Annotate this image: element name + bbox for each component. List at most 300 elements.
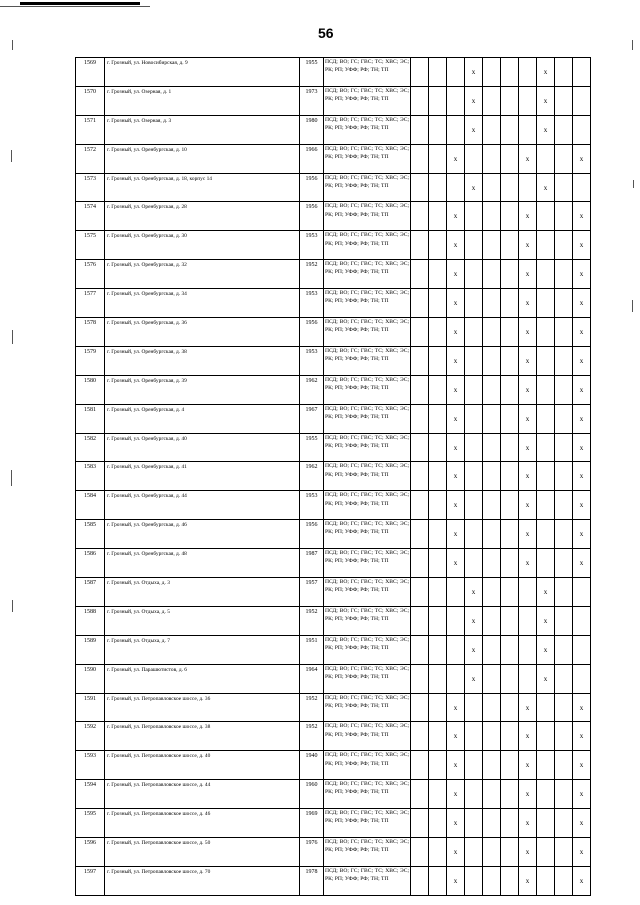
mark-cell <box>429 722 447 751</box>
mark-cell <box>447 578 465 607</box>
row-address: г. Грозный, ул. Отдыха, д. 5 <box>105 606 300 635</box>
mark-cell <box>411 722 429 751</box>
mark-x: x <box>447 722 465 751</box>
row-number: 1570 <box>76 86 105 115</box>
mark-cell <box>429 144 447 173</box>
table-row <box>76 780 591 809</box>
scan-margin-mark <box>12 40 13 50</box>
mark-x: x <box>573 260 591 289</box>
mark-cell <box>429 115 447 144</box>
mark-x: x <box>519 404 537 433</box>
mark-cell <box>555 433 573 462</box>
row-address: г. Грозный, ул. Петропавловское шоссе, д. 40 <box>105 751 300 780</box>
mark-cell <box>411 144 429 173</box>
mark-cell <box>483 289 501 318</box>
row-codes: ПСД; ВО; ГС; ГВС; ТС; ХВС; ЭС; РК; РП; УФФ; РФ; ТН; ТП <box>324 115 411 144</box>
row-address: г. Грозный, ул. Оренбургская, д. 34 <box>105 289 300 318</box>
row-number: 1572 <box>76 144 105 173</box>
mark-cell <box>501 144 519 173</box>
mark-x: x <box>519 144 537 173</box>
mark-x: x <box>573 520 591 549</box>
mark-cell <box>555 606 573 635</box>
row-year: 1987 <box>300 549 324 578</box>
mark-cell <box>429 520 447 549</box>
mark-cell <box>483 86 501 115</box>
scan-margin-mark <box>11 470 12 486</box>
row-codes: ПСД; ВО; ГС; ГВС; ТС; ХВС; ЭС; РК; РП; УФФ; РФ; ТН; ТП <box>324 809 411 838</box>
mark-cell <box>429 866 447 895</box>
row-year: 1953 <box>300 231 324 260</box>
table-row <box>76 606 591 635</box>
mark-cell <box>411 346 429 375</box>
mark-cell <box>483 260 501 289</box>
mark-cell <box>429 375 447 404</box>
mark-cell <box>411 635 429 664</box>
mark-x: x <box>573 346 591 375</box>
mark-x: x <box>537 578 555 607</box>
mark-cell <box>483 751 501 780</box>
mark-cell <box>411 375 429 404</box>
table-row <box>76 346 591 375</box>
row-codes: ПСД; ВО; ГС; ГВС; ТС; ХВС; ЭС; РК; РП; УФФ; РФ; ТН; ТП <box>324 433 411 462</box>
mark-x: x <box>447 751 465 780</box>
mark-cell <box>555 462 573 491</box>
mark-cell <box>429 578 447 607</box>
mark-cell <box>501 520 519 549</box>
mark-cell <box>411 115 429 144</box>
mark-cell <box>555 780 573 809</box>
mark-cell <box>537 780 555 809</box>
row-year: 1957 <box>300 578 324 607</box>
mark-cell <box>537 838 555 867</box>
row-number: 1574 <box>76 202 105 231</box>
mark-cell <box>537 751 555 780</box>
row-year: 1962 <box>300 462 324 491</box>
mark-cell <box>429 58 447 87</box>
mark-cell <box>465 491 483 520</box>
mark-cell <box>483 635 501 664</box>
mark-cell <box>429 549 447 578</box>
mark-cell <box>411 606 429 635</box>
row-year: 1980 <box>300 115 324 144</box>
row-codes: ПСД; ВО; ГС; ГВС; ТС; ХВС; ЭС; РК; РП; УФФ; РФ; ТН; ТП <box>324 751 411 780</box>
scan-margin-mark <box>12 600 13 612</box>
table-row <box>76 693 591 722</box>
mark-cell <box>411 260 429 289</box>
mark-cell <box>465 404 483 433</box>
row-year: 1953 <box>300 491 324 520</box>
mark-cell <box>465 202 483 231</box>
mark-x: x <box>447 289 465 318</box>
row-number: 1585 <box>76 520 105 549</box>
row-codes: ПСД; ВО; ГС; ГВС; ТС; ХВС; ЭС; РК; РП; УФФ; РФ; ТН; ТП <box>324 346 411 375</box>
row-codes: ПСД; ВО; ГС; ГВС; ТС; ХВС; ЭС; РК; РП; УФФ; РФ; ТН; ТП <box>324 231 411 260</box>
mark-cell <box>555 144 573 173</box>
mark-cell <box>555 520 573 549</box>
mark-cell <box>519 664 537 693</box>
mark-cell <box>501 549 519 578</box>
mark-cell <box>411 173 429 202</box>
mark-cell <box>429 780 447 809</box>
mark-x: x <box>447 780 465 809</box>
row-codes: ПСД; ВО; ГС; ГВС; ТС; ХВС; ЭС; РК; РП; УФФ; РФ; ТН; ТП <box>324 404 411 433</box>
mark-x: x <box>537 173 555 202</box>
mark-cell <box>555 549 573 578</box>
row-address: г. Грозный, ул. Оренбургская, д. 44 <box>105 491 300 520</box>
mark-cell <box>429 751 447 780</box>
mark-x: x <box>519 780 537 809</box>
row-number: 1589 <box>76 635 105 664</box>
row-number: 1587 <box>76 578 105 607</box>
row-number: 1578 <box>76 318 105 347</box>
housing-table <box>75 57 591 896</box>
mark-x: x <box>537 58 555 87</box>
mark-x: x <box>519 520 537 549</box>
row-year: 1962 <box>300 375 324 404</box>
row-year: 1955 <box>300 58 324 87</box>
mark-x: x <box>573 780 591 809</box>
row-year: 1953 <box>300 346 324 375</box>
row-year: 1952 <box>300 260 324 289</box>
mark-cell <box>501 780 519 809</box>
mark-cell <box>429 202 447 231</box>
row-address: г. Грозный, ул. Петропавловское шоссе, д. 46 <box>105 809 300 838</box>
mark-cell <box>411 693 429 722</box>
row-number: 1586 <box>76 549 105 578</box>
mark-x: x <box>573 289 591 318</box>
mark-x: x <box>573 491 591 520</box>
mark-cell <box>555 86 573 115</box>
mark-cell <box>501 86 519 115</box>
mark-cell <box>501 58 519 87</box>
mark-cell <box>519 635 537 664</box>
table-row <box>76 664 591 693</box>
row-year: 1952 <box>300 722 324 751</box>
mark-cell <box>483 809 501 838</box>
mark-cell <box>483 346 501 375</box>
mark-cell <box>555 751 573 780</box>
row-year: 1952 <box>300 693 324 722</box>
mark-x: x <box>447 202 465 231</box>
mark-cell <box>411 780 429 809</box>
mark-x: x <box>537 86 555 115</box>
mark-x: x <box>573 751 591 780</box>
mark-cell <box>537 346 555 375</box>
mark-cell <box>501 318 519 347</box>
mark-cell <box>465 549 483 578</box>
mark-cell <box>465 375 483 404</box>
row-address: г. Грозный, ул. Новосибирская, д. 9 <box>105 58 300 87</box>
row-codes: ПСД; ВО; ГС; ГВС; ТС; ХВС; ЭС; РК; РП; УФФ; РФ; ТН; ТП <box>324 144 411 173</box>
mark-cell <box>483 780 501 809</box>
mark-x: x <box>447 346 465 375</box>
row-codes: ПСД; ВО; ГС; ГВС; ТС; ХВС; ЭС; РК; РП; УФФ; РФ; ТН; ТП <box>324 780 411 809</box>
row-number: 1590 <box>76 664 105 693</box>
mark-x: x <box>447 693 465 722</box>
mark-x: x <box>573 433 591 462</box>
row-year: 1952 <box>300 606 324 635</box>
row-codes: ПСД; ВО; ГС; ГВС; ТС; ХВС; ЭС; РК; РП; УФФ; РФ; ТН; ТП <box>324 635 411 664</box>
table-row <box>76 838 591 867</box>
mark-x: x <box>447 462 465 491</box>
mark-cell <box>519 115 537 144</box>
mark-cell <box>555 346 573 375</box>
mark-cell <box>483 664 501 693</box>
row-number: 1569 <box>76 58 105 87</box>
table-row <box>76 318 591 347</box>
mark-cell <box>501 433 519 462</box>
mark-cell <box>429 318 447 347</box>
mark-cell <box>501 838 519 867</box>
mark-cell <box>465 462 483 491</box>
mark-cell <box>465 693 483 722</box>
mark-cell <box>465 722 483 751</box>
row-year: 1953 <box>300 289 324 318</box>
mark-cell <box>519 86 537 115</box>
mark-cell <box>501 606 519 635</box>
row-codes: ПСД; ВО; ГС; ГВС; ТС; ХВС; ЭС; РК; РП; УФФ; РФ; ТН; ТП <box>324 866 411 895</box>
mark-cell <box>537 549 555 578</box>
mark-cell <box>483 866 501 895</box>
mark-x: x <box>465 635 483 664</box>
mark-cell <box>411 462 429 491</box>
row-number: 1577 <box>76 289 105 318</box>
table-row <box>76 722 591 751</box>
mark-cell <box>429 838 447 867</box>
mark-cell <box>411 520 429 549</box>
mark-cell <box>555 115 573 144</box>
mark-cell <box>537 520 555 549</box>
mark-cell <box>411 664 429 693</box>
mark-cell <box>555 260 573 289</box>
row-year: 1940 <box>300 751 324 780</box>
scan-margin-mark <box>12 330 13 344</box>
mark-cell <box>447 58 465 87</box>
mark-x: x <box>519 491 537 520</box>
row-year: 1969 <box>300 809 324 838</box>
table-row <box>76 866 591 895</box>
row-number: 1594 <box>76 780 105 809</box>
row-year: 1973 <box>300 86 324 115</box>
row-codes: ПСД; ВО; ГС; ГВС; ТС; ХВС; ЭС; РК; РП; УФФ; РФ; ТН; ТП <box>324 375 411 404</box>
mark-x: x <box>573 375 591 404</box>
mark-cell <box>555 58 573 87</box>
mark-cell <box>555 866 573 895</box>
mark-cell <box>555 491 573 520</box>
mark-cell <box>411 86 429 115</box>
mark-cell <box>555 693 573 722</box>
mark-x: x <box>519 231 537 260</box>
mark-cell <box>465 751 483 780</box>
table-row <box>76 635 591 664</box>
mark-x: x <box>573 231 591 260</box>
mark-cell <box>465 780 483 809</box>
row-codes: ПСД; ВО; ГС; ГВС; ТС; ХВС; ЭС; РК; РП; УФФ; РФ; ТН; ТП <box>324 838 411 867</box>
mark-cell <box>483 144 501 173</box>
row-number: 1571 <box>76 115 105 144</box>
mark-cell <box>483 433 501 462</box>
mark-cell <box>501 809 519 838</box>
row-codes: ПСД; ВО; ГС; ГВС; ТС; ХВС; ЭС; РК; РП; УФФ; РФ; ТН; ТП <box>324 520 411 549</box>
mark-cell <box>501 260 519 289</box>
mark-cell <box>537 722 555 751</box>
mark-cell <box>429 231 447 260</box>
mark-cell <box>465 318 483 347</box>
mark-cell <box>555 664 573 693</box>
mark-cell <box>555 635 573 664</box>
mark-cell <box>573 578 591 607</box>
mark-cell <box>555 375 573 404</box>
mark-cell <box>501 722 519 751</box>
mark-cell <box>555 318 573 347</box>
mark-x: x <box>519 866 537 895</box>
table-row <box>76 751 591 780</box>
mark-x: x <box>519 838 537 867</box>
mark-cell <box>501 173 519 202</box>
mark-x: x <box>519 433 537 462</box>
mark-x: x <box>519 693 537 722</box>
mark-cell <box>429 173 447 202</box>
page-number: 56 <box>318 25 334 41</box>
mark-cell <box>465 289 483 318</box>
table-row <box>76 520 591 549</box>
row-number: 1573 <box>76 173 105 202</box>
row-codes: ПСД; ВО; ГС; ГВС; ТС; ХВС; ЭС; РК; РП; УФФ; РФ; ТН; ТП <box>324 578 411 607</box>
row-address: г. Грозный, ул. Отдыха, д. 7 <box>105 635 300 664</box>
row-codes: ПСД; ВО; ГС; ГВС; ТС; ХВС; ЭС; РК; РП; УФФ; РФ; ТН; ТП <box>324 318 411 347</box>
mark-cell <box>573 664 591 693</box>
mark-cell <box>537 260 555 289</box>
mark-cell <box>429 606 447 635</box>
mark-cell <box>429 404 447 433</box>
mark-x: x <box>465 86 483 115</box>
mark-cell <box>555 289 573 318</box>
row-number: 1579 <box>76 346 105 375</box>
mark-cell <box>411 866 429 895</box>
mark-cell <box>483 404 501 433</box>
mark-cell <box>465 231 483 260</box>
mark-cell <box>429 809 447 838</box>
mark-x: x <box>573 838 591 867</box>
mark-cell <box>555 173 573 202</box>
mark-x: x <box>573 202 591 231</box>
mark-cell <box>501 462 519 491</box>
row-address: г. Грозный, ул. Петропавловское шоссе, д. 36 <box>105 693 300 722</box>
mark-cell <box>411 202 429 231</box>
mark-cell <box>447 664 465 693</box>
mark-cell <box>537 404 555 433</box>
row-codes: ПСД; ВО; ГС; ГВС; ТС; ХВС; ЭС; РК; РП; УФФ; РФ; ТН; ТП <box>324 289 411 318</box>
mark-x: x <box>447 491 465 520</box>
row-address: г. Грозный, ул. Оренбургская, д. 48 <box>105 549 300 578</box>
mark-x: x <box>465 115 483 144</box>
row-address: г. Грозный, ул. Оренбургская, д. 39 <box>105 375 300 404</box>
scan-margin-mark <box>11 150 12 162</box>
table-body <box>76 58 591 896</box>
row-address: г. Грозный, ул. Оренбургская, д. 46 <box>105 520 300 549</box>
row-codes: ПСД; ВО; ГС; ГВС; ТС; ХВС; ЭС; РК; РП; УФФ; РФ; ТН; ТП <box>324 462 411 491</box>
mark-cell <box>555 404 573 433</box>
mark-x: x <box>465 578 483 607</box>
row-codes: ПСД; ВО; ГС; ГВС; ТС; ХВС; ЭС; РК; РП; УФФ; РФ; ТН; ТП <box>324 491 411 520</box>
row-address: г. Грозный, ул. Петропавловское шоссе, д. 44 <box>105 780 300 809</box>
row-number: 1584 <box>76 491 105 520</box>
row-number: 1582 <box>76 433 105 462</box>
row-number: 1576 <box>76 260 105 289</box>
mark-cell <box>537 866 555 895</box>
table-row <box>76 260 591 289</box>
table-row <box>76 375 591 404</box>
row-year: 1964 <box>300 664 324 693</box>
row-year: 1978 <box>300 866 324 895</box>
row-year: 1967 <box>300 404 324 433</box>
mark-cell <box>537 289 555 318</box>
table-row <box>76 202 591 231</box>
row-address: г. Грозный, ул. Парашютистов, д. 6 <box>105 664 300 693</box>
mark-cell <box>537 693 555 722</box>
mark-cell <box>429 260 447 289</box>
mark-cell <box>501 491 519 520</box>
mark-cell <box>411 549 429 578</box>
scan-margin-mark <box>632 40 633 50</box>
table-row <box>76 549 591 578</box>
mark-x: x <box>573 722 591 751</box>
table-row <box>76 578 591 607</box>
table-row <box>76 404 591 433</box>
mark-cell <box>555 838 573 867</box>
mark-x: x <box>519 202 537 231</box>
table-row <box>76 86 591 115</box>
table-row <box>76 231 591 260</box>
mark-cell <box>501 289 519 318</box>
row-year: 1956 <box>300 173 324 202</box>
row-codes: ПСД; ВО; ГС; ГВС; ТС; ХВС; ЭС; РК; РП; УФФ; РФ; ТН; ТП <box>324 722 411 751</box>
mark-cell <box>465 346 483 375</box>
mark-x: x <box>519 809 537 838</box>
mark-cell <box>519 578 537 607</box>
row-address: г. Грозный, ул. Оренбургская, д. 32 <box>105 260 300 289</box>
mark-x: x <box>447 433 465 462</box>
table-row <box>76 115 591 144</box>
mark-cell <box>537 144 555 173</box>
mark-cell <box>501 635 519 664</box>
mark-x: x <box>519 260 537 289</box>
mark-x: x <box>519 751 537 780</box>
mark-cell <box>483 520 501 549</box>
mark-cell <box>483 115 501 144</box>
scan-edge-line <box>20 2 140 5</box>
mark-x: x <box>447 549 465 578</box>
mark-cell <box>555 231 573 260</box>
row-year: 1956 <box>300 318 324 347</box>
mark-cell <box>429 635 447 664</box>
mark-cell <box>465 838 483 867</box>
mark-cell <box>501 578 519 607</box>
row-year: 1960 <box>300 780 324 809</box>
mark-cell <box>573 606 591 635</box>
mark-cell <box>429 289 447 318</box>
mark-cell <box>483 462 501 491</box>
mark-cell <box>465 144 483 173</box>
mark-x: x <box>447 260 465 289</box>
mark-x: x <box>519 346 537 375</box>
mark-cell <box>411 751 429 780</box>
row-address: г. Грозный, ул. Петропавловское шоссе, д. 38 <box>105 722 300 751</box>
mark-x: x <box>519 462 537 491</box>
mark-cell <box>483 318 501 347</box>
mark-cell <box>411 578 429 607</box>
row-codes: ПСД; ВО; ГС; ГВС; ТС; ХВС; ЭС; РК; РП; УФФ; РФ; ТН; ТП <box>324 260 411 289</box>
